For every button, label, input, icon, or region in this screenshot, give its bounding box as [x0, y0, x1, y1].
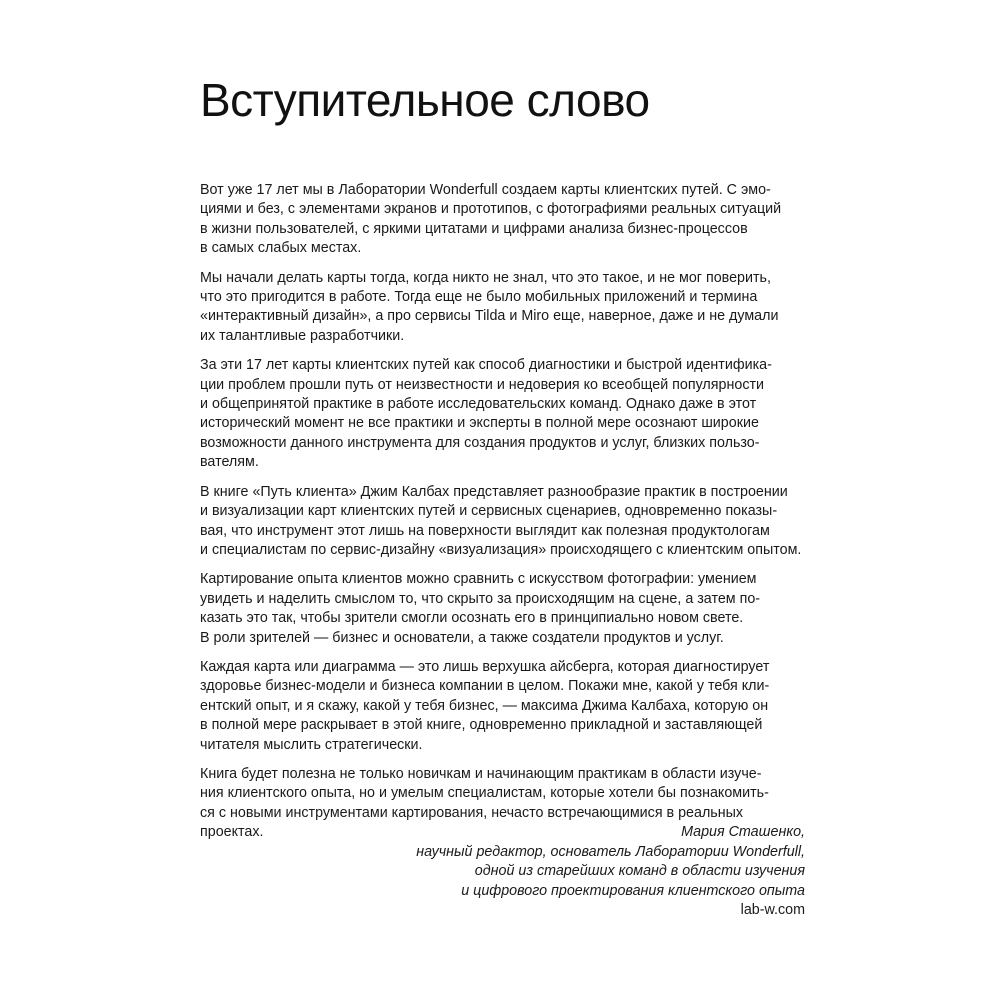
document-page: [200, 0, 805, 1000]
text-line: в жизни пользователей, с яркими цитатами и цифрами анализа бизнес-процессов: [200, 220, 748, 237]
paragraph-5: [200, 570, 805, 648]
text-line: ентский опыт, и я скажу, какой у тебя бизнес, — максима Джима Калбаха, которую он: [200, 697, 769, 714]
text-line: ния клиентского опыта, но и умелым специалистам, которые хотели бы познакомить-: [200, 785, 769, 802]
page-title: Вступительное слово: [200, 74, 650, 126]
body-text: [200, 181, 805, 853]
text-line: увидеть и наделить смыслом то, что скрыто за происходящим на сцене, а затем по-: [200, 590, 761, 607]
text-line: возможности данного инструмента для создания продуктов и услуг, близких пользо-: [200, 434, 760, 451]
text-line: ции проблем прошли путь от неизвестности и недоверия ко всеобщей популярности: [200, 376, 765, 393]
text-line: вая, что инструмент этот лишь на поверхности выглядит как полезная продуктологам: [200, 522, 770, 539]
text-line: их талантливые разработчики.: [200, 327, 405, 344]
paragraph-6: [200, 658, 805, 755]
text-line: читателя мыслить стратегически.: [200, 736, 423, 753]
signature-role: научный редактор, основатель Лаборатории Wonderfull,: [416, 843, 805, 860]
text-line: Книга будет полезна не только новичкам и начинающим практикам в области изуче-: [200, 765, 762, 782]
text-line: За эти 17 лет карты клиентских путей как способ диагностики и быстрой идентифика-: [200, 357, 772, 374]
text-line: здоровье бизнес-модели и бизнеса компании в целом. Покажи мне, какой у тебя кли-: [200, 678, 770, 695]
signature-role: одной из старейших команд в области изучения: [474, 863, 805, 880]
signature-website: lab-w.com: [740, 902, 805, 919]
text-line: вателям.: [200, 454, 259, 471]
text-line: Каждая карта или диаграмма — это лишь верхушка айсберга, которая диагностирует: [200, 658, 770, 675]
text-line: и специалистам по сервис-дизайну «визуализация» происходящего с клиентским опытом.: [200, 541, 802, 558]
text-line: проектах.: [200, 824, 264, 841]
text-line: Картирование опыта клиентов можно сравнить с искусством фотографии: умением: [200, 571, 757, 588]
text-line: что это пригодится в работе. Тогда еще не было мобильных приложений и термина: [200, 289, 758, 306]
signature-name: Мария Сташенко,: [681, 824, 805, 840]
text-line: «интерактивный дизайн», а про сервисы Tilda и Miro еще, наверное, даже и не думали: [200, 308, 779, 325]
text-line: В роли зрителей — бизнес и основатели, а также создатели продуктов и услуг.: [200, 629, 724, 646]
text-line: и общепринятой практике в работе исследовательских команд. Однако даже в этот: [200, 396, 757, 413]
text-line: казать это так, чтобы зрители смогли осознать его в принципиально новом свете.: [200, 610, 744, 627]
text-line: и визуализации карт клиентских путей и сервисных сценариев, одновременно показы-: [200, 503, 778, 520]
signature-block: [416, 823, 805, 921]
paragraph-1: [200, 181, 805, 259]
text-line: в полной мере раскрывает в этой книге, одновременно прикладной и заставляющей: [200, 717, 763, 734]
text-line: Мы начали делать карты тогда, когда никто не знал, что это такое, и не мог поверить,: [200, 269, 771, 286]
text-line: циями и без, с элементами экранов и прототипов, с фотографиями реальных ситуаций: [200, 201, 782, 218]
paragraph-4: [200, 483, 805, 561]
signature-role: и цифрового проектирования клиентского опыта: [461, 882, 805, 899]
text-line: В книге «Путь клиента» Джим Калбах представляет разнообразие практик в построении: [200, 483, 788, 500]
text-line: ся с новыми инструментами картирования, нечасто встречающимися в реальных: [200, 804, 744, 821]
text-line: исторический момент не все практики и эксперты в полной мере осознают широкие: [200, 415, 759, 432]
text-line: в самых слабых местах.: [200, 240, 362, 257]
paragraph-3: [200, 356, 805, 472]
text-line: Вот уже 17 лет мы в Лаборатории Wonderfull создаем карты клиентских путей. С эмо-: [200, 182, 771, 198]
paragraph-2: [200, 269, 805, 347]
